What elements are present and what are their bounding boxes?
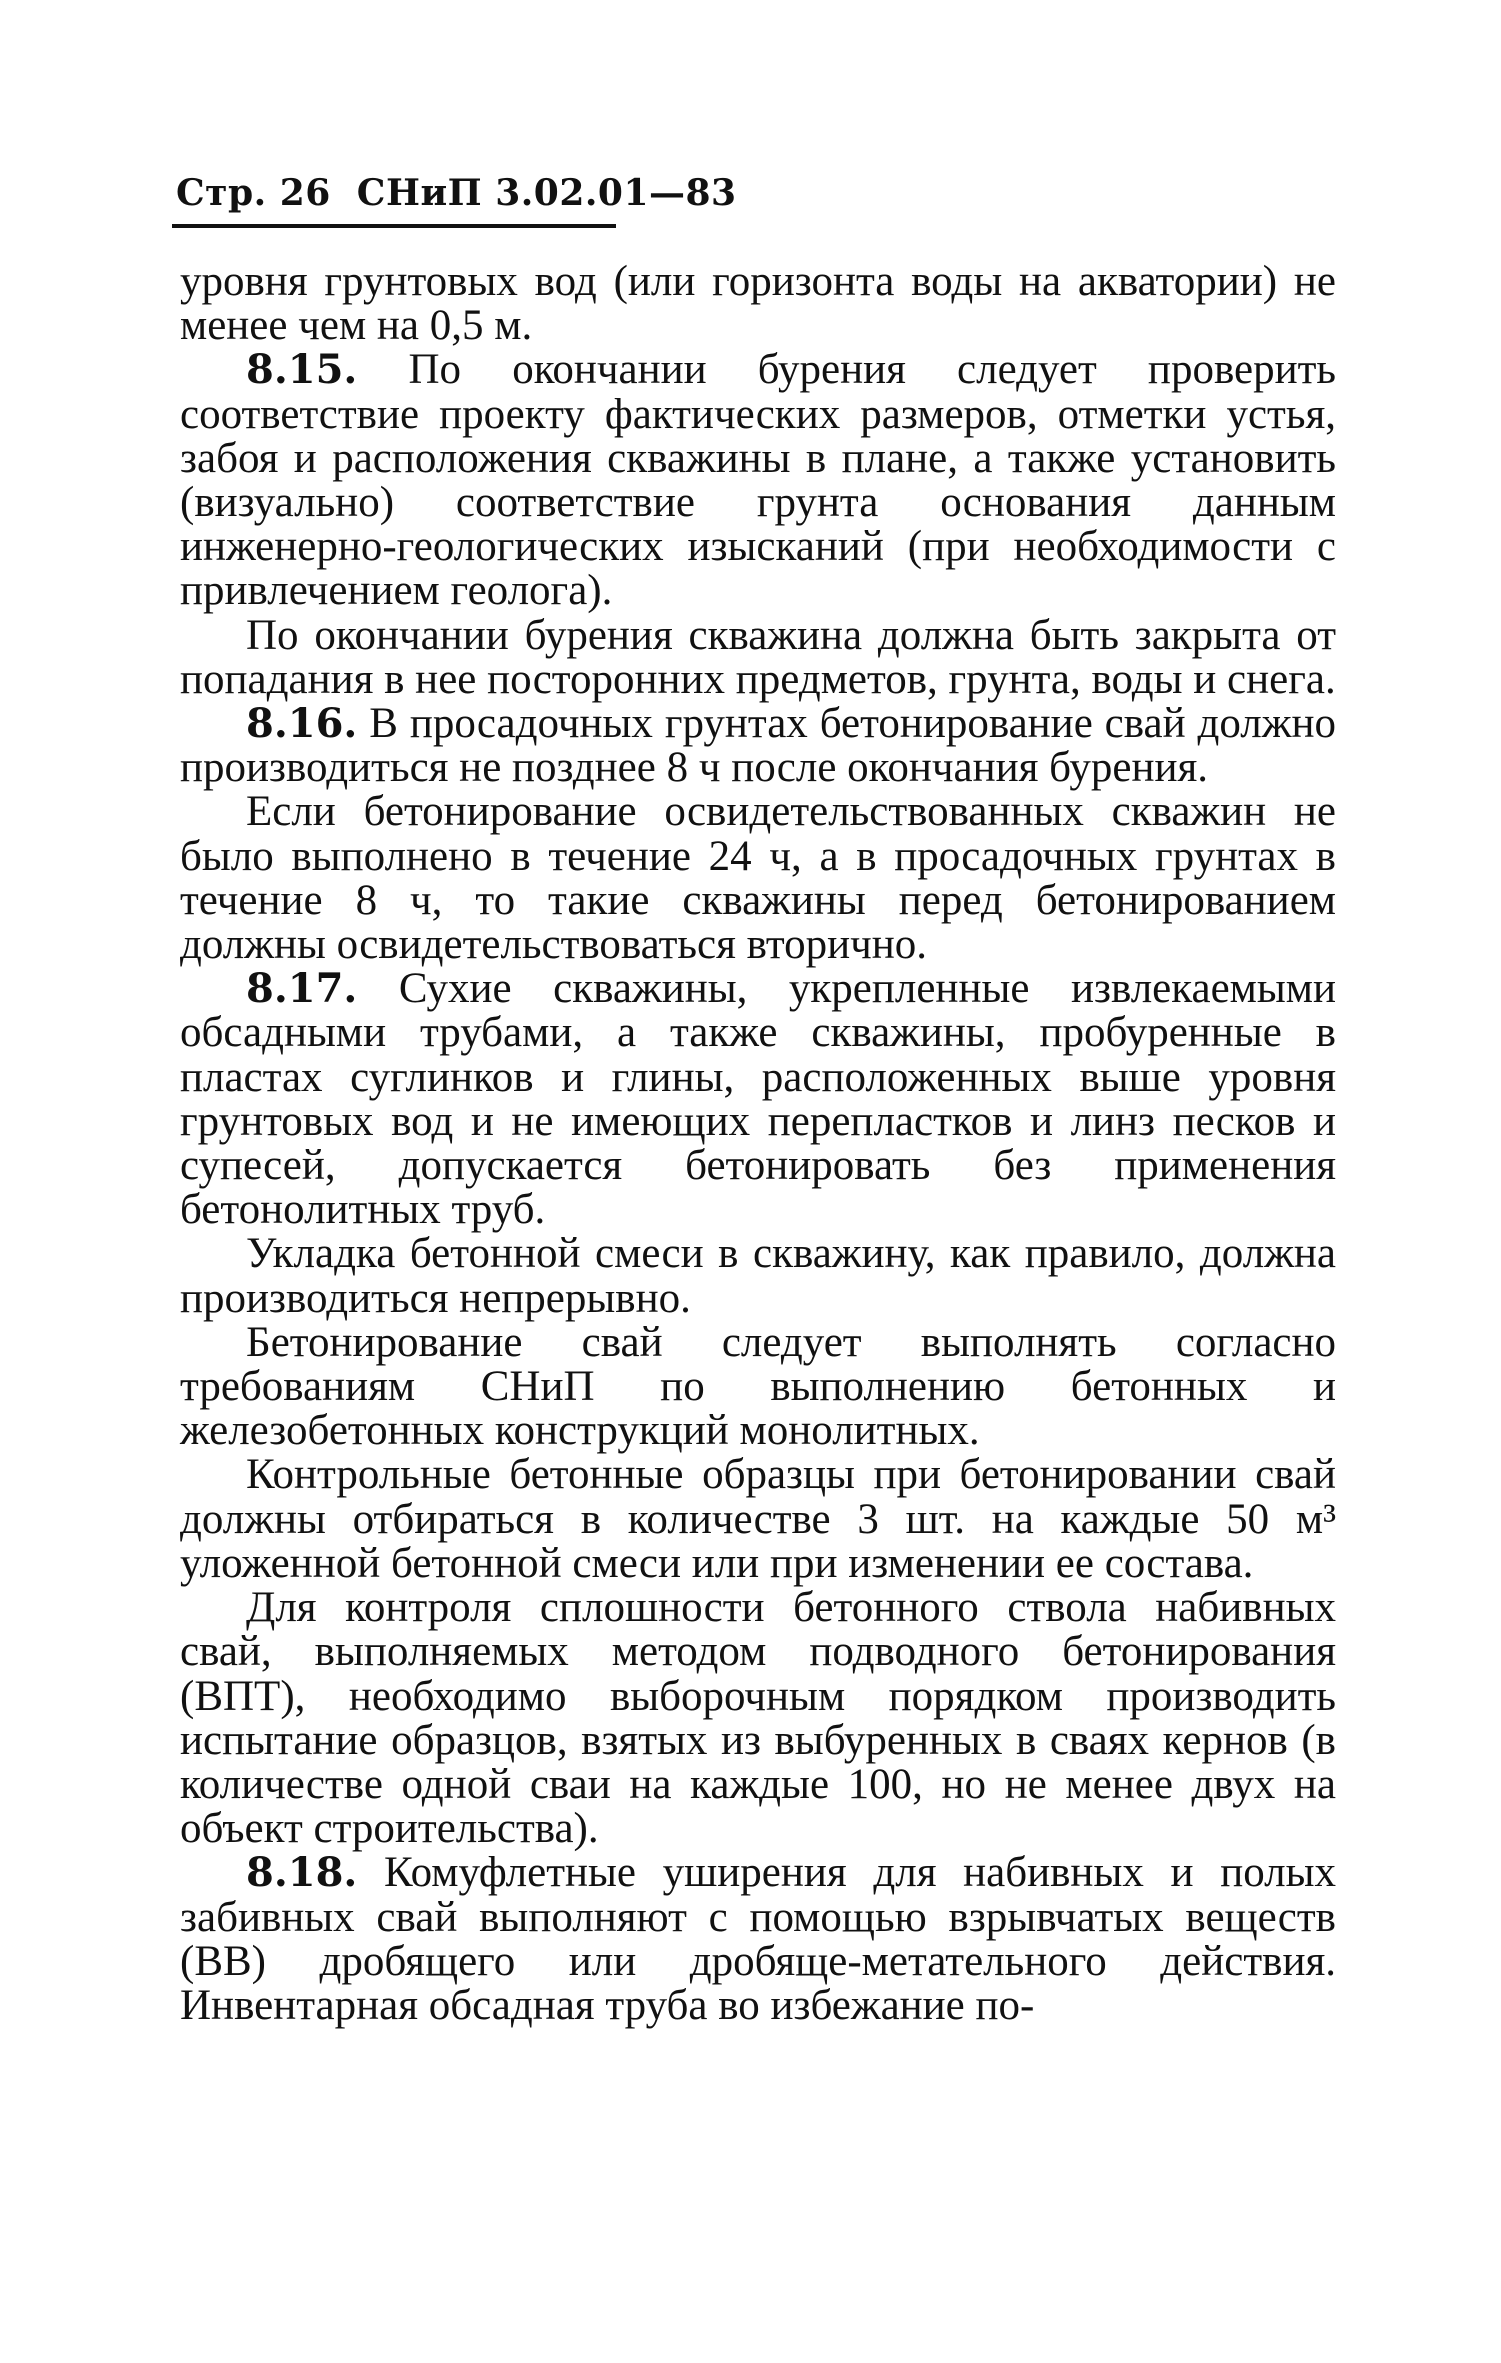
paragraph-text: По окончании бурения скважина должна быть закрыта от попадания в нее посторонних предметов, грунта, воды и снега.: [180, 611, 1336, 703]
paragraph-text: Если бетонирование освидетельствованных скважин не было выполнено в течение 24 ч, а в просадочных грунтах в течение 8 ч, то такие скважины перед бетонированием должны освидетельствоваться вторично.: [180, 788, 1336, 969]
paragraph-8-17: [180, 967, 1336, 1232]
paragraph: [180, 1453, 1336, 1586]
document-code: СНиП 3.02.01—83: [356, 172, 737, 214]
paragraph-text: уровня грунтовых вод (или горизонта воды на акватории) не менее чем на 0,5 м.: [180, 258, 1336, 350]
clause-number: 8.16.: [246, 700, 358, 748]
paragraph: [180, 1232, 1336, 1320]
paragraph: [180, 611, 1336, 703]
clause-number: 8.18.: [246, 1849, 358, 1897]
page-number-label: Стр. 26: [176, 172, 331, 214]
paragraph-text: Сухие скважины, укрепленные извлекаемыми обсадными трубами, а также скважины, пробуренные в пластах суглинков и глины, расположенных выше уровня грунтовых вод и не имеющих перепластков и линз песков и супесей, допускается бетонировать без применения бетонолитных труб.: [180, 965, 1336, 1234]
paragraph-text: Контрольные бетонные образцы при бетонировании свай должны отбираться в количестве 3 шт. на каждые 50 м³ уложенной бетонной смеси или при изменении ее состава.: [180, 1451, 1336, 1587]
header-rule: [172, 224, 616, 228]
body-text: [180, 260, 1336, 2028]
paragraph: [180, 1586, 1336, 1851]
clause-number: 8.17.: [246, 965, 358, 1013]
paragraph-continuation: [180, 260, 1336, 348]
paragraph-8-18: [180, 1851, 1336, 2028]
paragraph-text: По окончании бурения следует проверить соответствие проекту фактических размеров, отметки устья, забоя и расположения скважины в плане, а также установить (визуально) соответствие грунта основания данным инженерно-геологических изысканий (при необходимости с привлечением геолога).: [180, 346, 1336, 615]
paragraph-8-15: [180, 348, 1336, 613]
page-header: [176, 172, 737, 214]
paragraph-text: Бетонирование свай следует выполнять согласно требованиям СНиП по выполнению бетонных и железобетонных конструкций монолитных.: [180, 1318, 1336, 1455]
clause-number: 8.15.: [246, 346, 358, 394]
paragraph-text: В просадочных грунтах бетонирование свай должно производиться не позднее 8 ч после окончания бурения.: [180, 700, 1336, 792]
paragraph-8-16: [180, 702, 1336, 790]
paragraph-text: Для контроля сплошности бетонного ствола набивных свай, выполняемых методом подводного бетонирования (ВПТ), необходимо выборочным порядком производить испытание образцов, взятых из выбуренных в сваях кернов (в количестве одной сваи на каждые 100, но не менее двух на объект строительства).: [180, 1584, 1336, 1853]
paragraph-text: Укладка бетонной смеси в скважину, как правило, должна производиться непрерывно.: [180, 1230, 1336, 1322]
paragraph: [180, 1318, 1336, 1455]
paragraph-text: Комуфлетные уширения для набивных и полых забивных свай выполняют с помощью взрывчатых веществ (ВВ) дробящего или дробяще-метательного действия. Инвентарная обсадная труба во избежание по-: [180, 1849, 1336, 2029]
paragraph: [180, 790, 1336, 967]
